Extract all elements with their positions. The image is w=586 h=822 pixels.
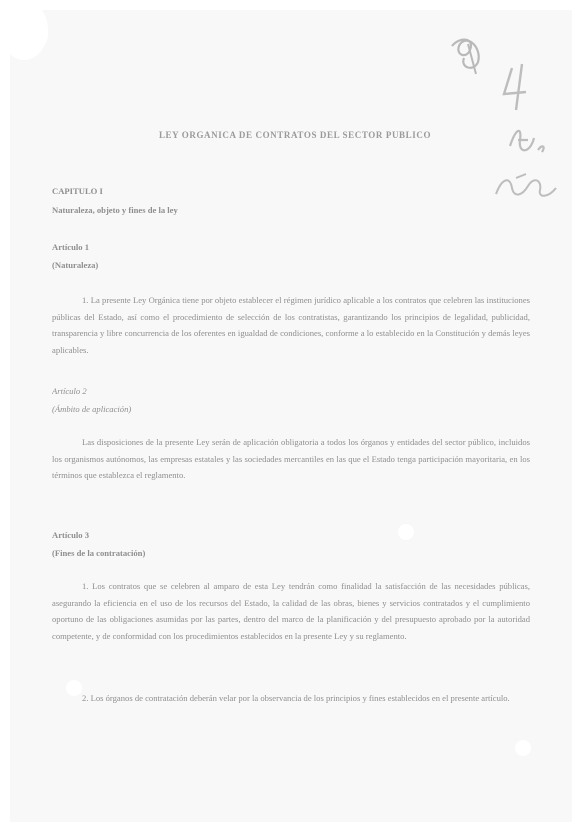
scan-spot <box>515 740 531 756</box>
chapter-subtitle: Naturaleza, objeto y fines de la ley <box>52 205 178 215</box>
scan-edge-top <box>0 0 586 10</box>
article-1-heading: Artículo 1 <box>52 242 89 252</box>
article-3-text <box>52 578 530 644</box>
scan-edge-corner <box>18 20 48 50</box>
article-3-paragraph-2: 2. Los órganos de contratación deberán velar por la observancia de los principios y fines establecidos en el presente artículo. <box>82 693 510 703</box>
article-1-text <box>52 292 530 358</box>
article-3-paragraph: 1. Los contratos que se celebren al amparo de esta Ley tendrán como finalidad la satisfacción de las necesidades públicas, asegurando la eficiencia en el uso de los recursos del Estado, la calidad de las obras, bienes y servicios contratados y el cumplimiento oportuno de las obligaciones asumidas por las partes, dentro del marco de la planificación y del presupuesto aprobado por la autoridad competente, y de conformidad con los procedimientos establecidos en la presente Ley y su reglamento. <box>52 581 530 641</box>
article-2-subtitle: (Ámbito de aplicación) <box>52 404 132 414</box>
article-2-heading: Artículo 2 <box>52 386 87 396</box>
document-title: LEY ORGANICA DE CONTRATOS DEL SECTOR PUBLICO <box>158 130 432 140</box>
article-3-heading: Artículo 3 <box>52 530 89 540</box>
article-2-paragraph: Las disposiciones de la presente Ley serán de aplicación obligatoria a todos los órganos y entidades del sector público, incluidos los organismos autónomos, las empresas estatales y las sociedades mercantiles en las que el Estado tenga participación mayoritaria, en los términos que establezca el reglamento. <box>52 437 530 480</box>
article-1-paragraph: 1. La presente Ley Orgánica tiene por objeto establecer el régimen jurídico aplicable a los contratos que celebren las instituciones públicas del Estado, así como el procedimiento de selección de los contratistas, garantizando los principios de legalidad, publicidad, transparencia y libre concurrencia de los oferentes en igualdad de condiciones, conforme a lo establecido en la Constitución y demás leyes aplicables. <box>52 295 530 355</box>
handwritten-signatures <box>430 28 580 218</box>
article-3-subtitle: (Fines de la contratación) <box>52 548 146 558</box>
scan-spot <box>398 524 414 540</box>
chapter-heading: CAPITULO I <box>52 186 103 196</box>
article-1-subtitle: (Naturaleza) <box>52 260 99 270</box>
scan-edge-left <box>0 0 10 822</box>
article-2-text <box>52 434 530 484</box>
article-3-text-2 <box>52 690 530 707</box>
